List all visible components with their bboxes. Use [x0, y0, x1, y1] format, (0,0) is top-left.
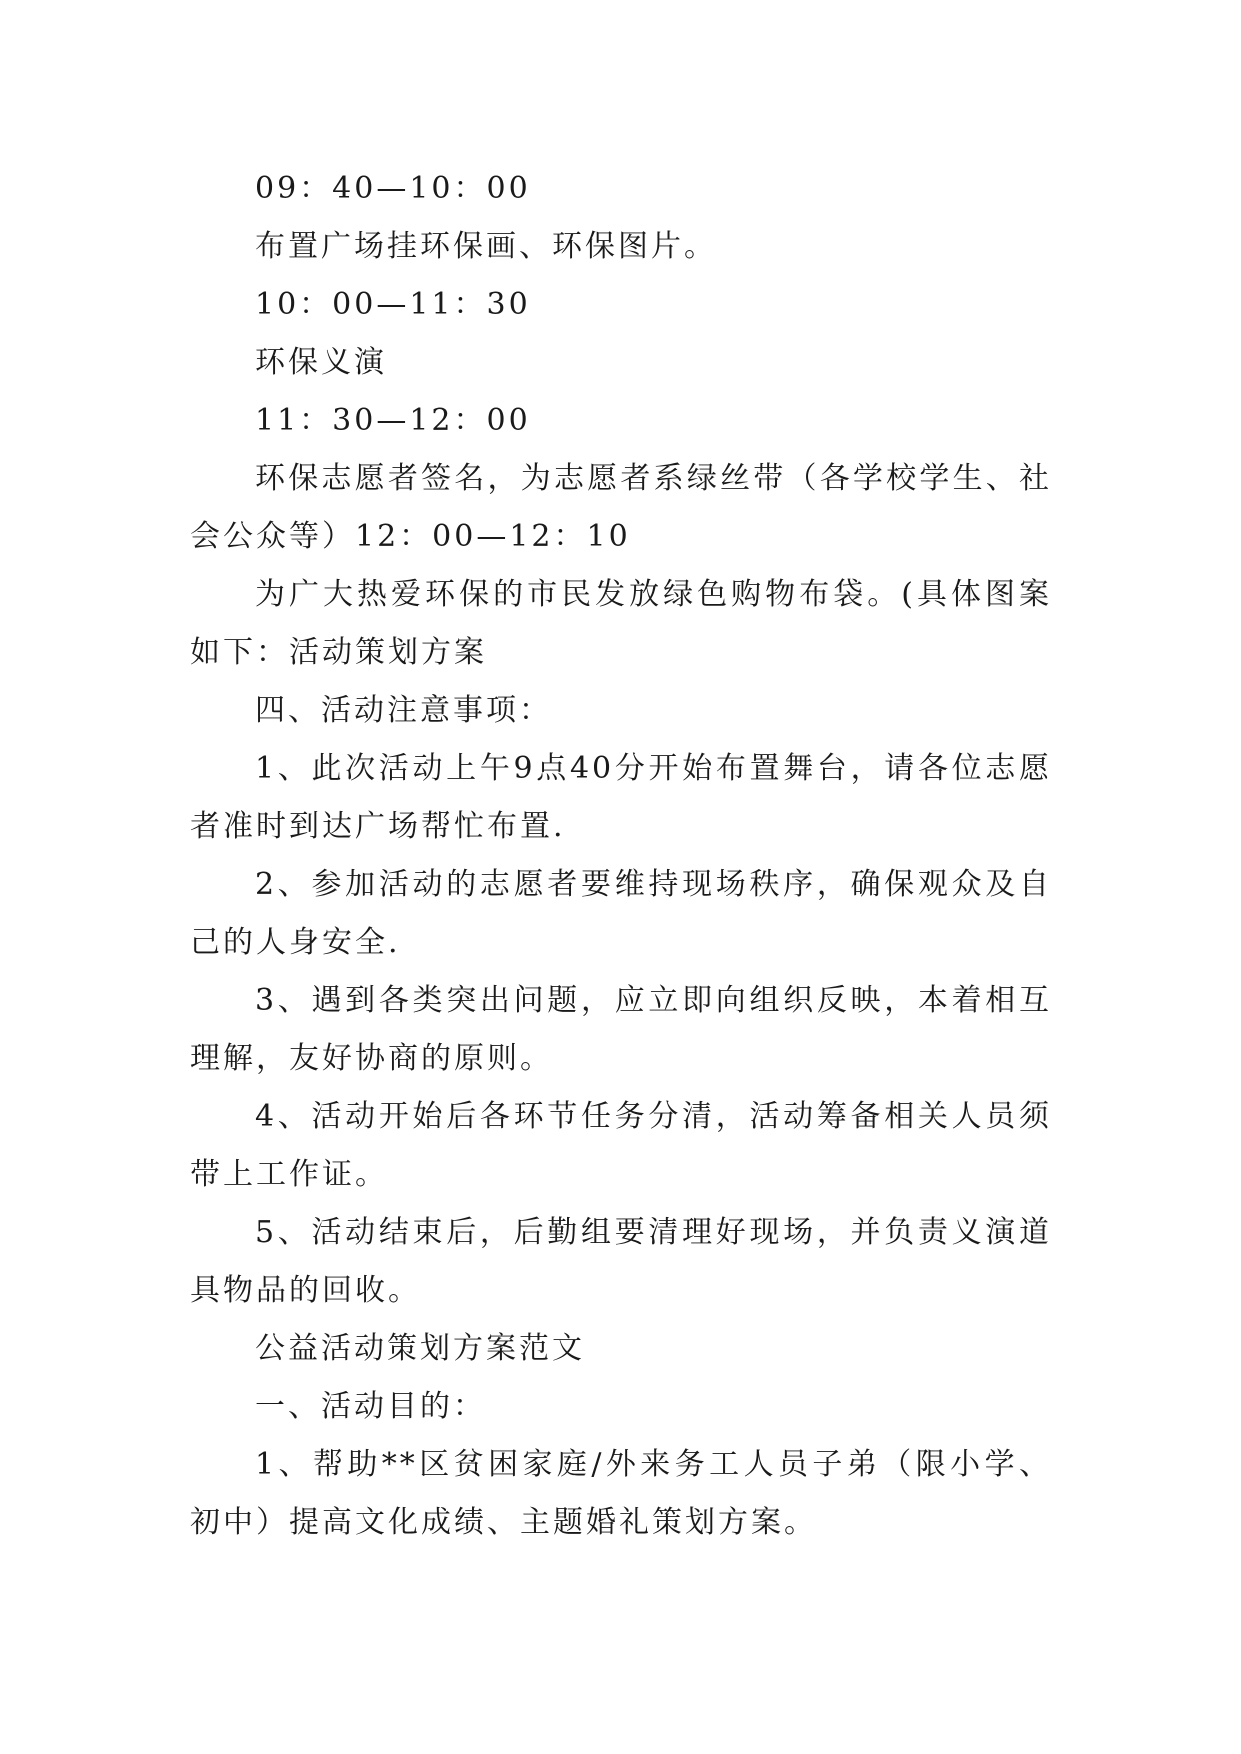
document-subtitle: 公益活动策划方案范文 — [255, 1331, 585, 1366]
section-heading-purpose: 一、活动目的： — [255, 1389, 486, 1424]
document-body — [190, 160, 1052, 1552]
note-item-4: 4、活动开始后各环节任务分清，活动筹备相关人员须带上工作证。 — [190, 1099, 1052, 1192]
note-item-2: 2、参加活动的志愿者要维持现场秩序，确保观众及自己的人身安全. — [190, 867, 1052, 960]
note-item-1: 1、此次活动上午9点40分开始布置舞台，请各位志愿者准时到达广场帮忙布置. — [190, 751, 1052, 844]
schedule-item-2: 环保义演 — [255, 345, 387, 380]
note-item-5: 5、活动结束后，后勤组要清理好现场，并负责义演道具物品的回收。 — [190, 1215, 1052, 1308]
schedule-item-3: 环保志愿者签名，为志愿者系绿丝带（各学校学生、社会公众等）12：00—12：10 — [190, 461, 1052, 554]
schedule-item-4: 为广大热爱环保的市民发放绿色购物布袋。(具体图案如下：活动策划方案 — [190, 577, 1052, 670]
purpose-item-1: 1、帮助**区贫困家庭/外来务工人员子弟（限小学、初中）提高文化成绩、主题婚礼策划方案。 — [190, 1447, 1052, 1540]
time-slot-2: 10：00—11：30 — [255, 287, 531, 322]
schedule-item-1: 布置广场挂环保画、环保图片。 — [255, 229, 717, 264]
note-item-3: 3、遇到各类突出问题，应立即向组织反映，本着相互理解，友好协商的原则。 — [190, 983, 1052, 1076]
time-slot-3: 11：30—12：00 — [255, 403, 531, 438]
section-heading-notes: 四、活动注意事项： — [255, 693, 552, 728]
time-slot-1: 09：40—10：00 — [255, 171, 531, 206]
